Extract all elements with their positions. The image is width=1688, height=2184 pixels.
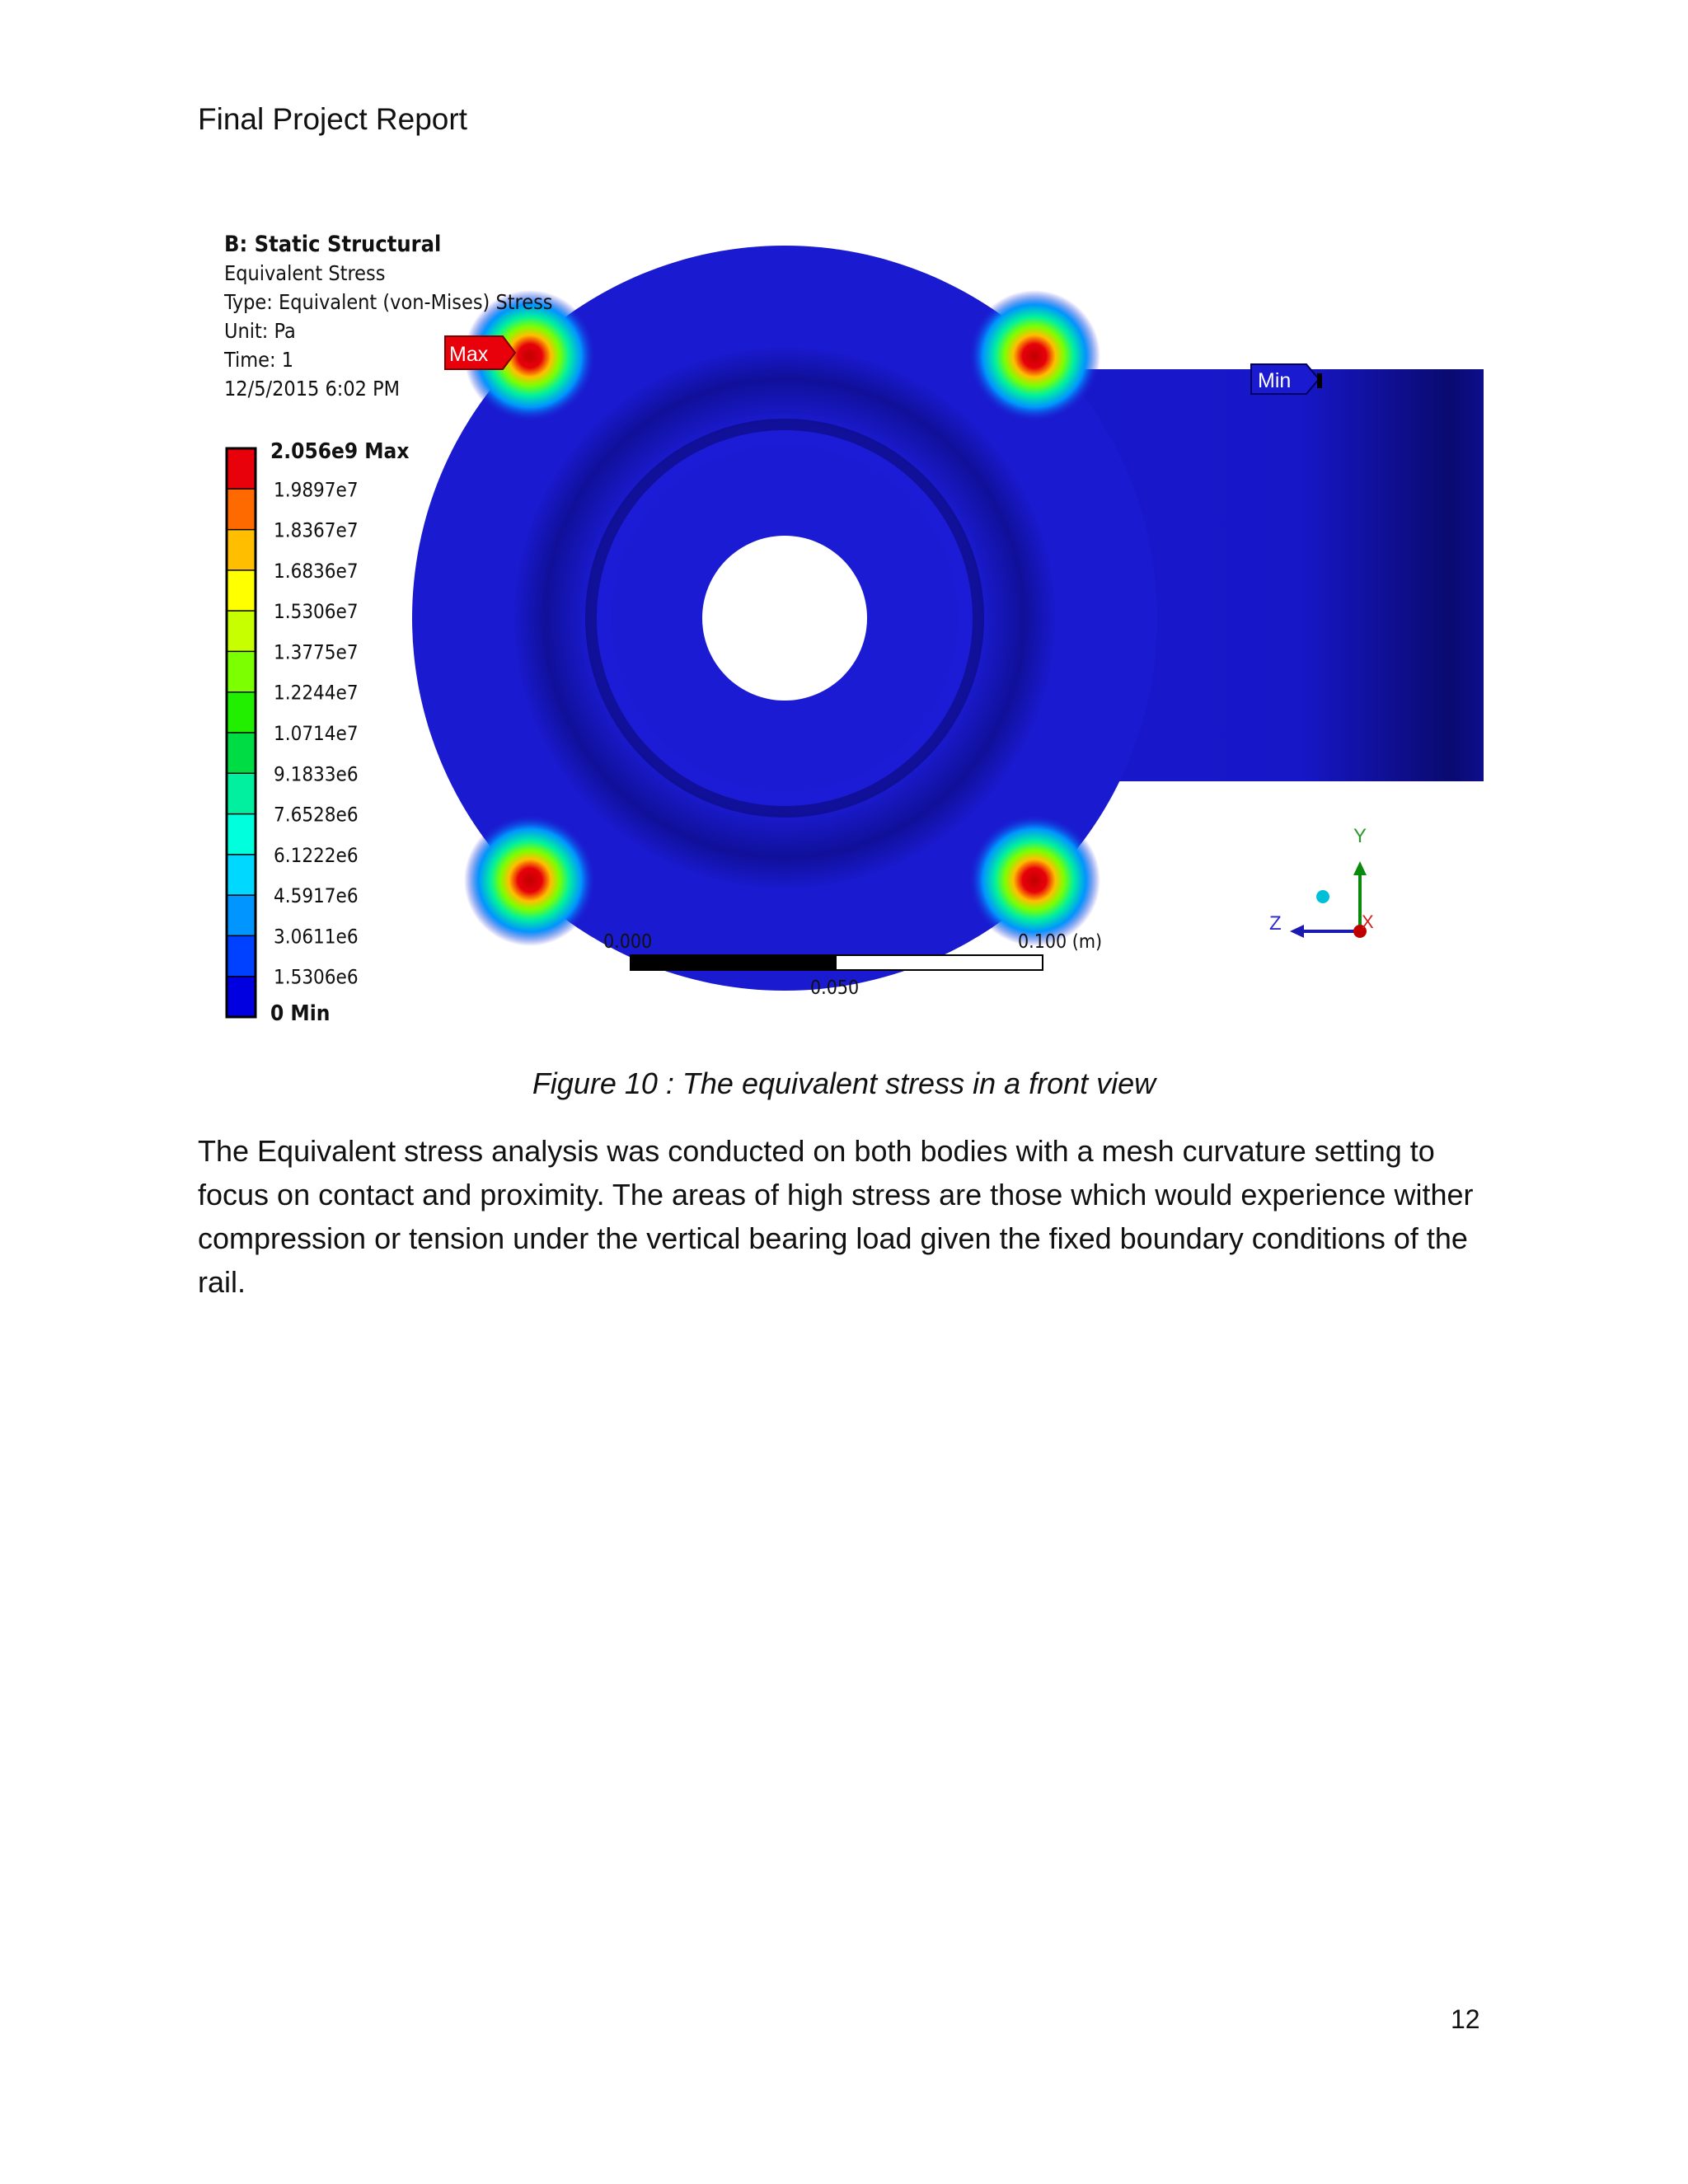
hotspot-bottom-left	[464, 814, 596, 946]
legend-swatch	[227, 733, 256, 774]
triad-y-label: Y	[1353, 825, 1367, 847]
min-tag-label: Min	[1258, 369, 1292, 392]
result-unit: Unit: Pa	[224, 319, 296, 343]
legend-tick-label: 1.6836e7	[274, 559, 359, 583]
result-time: Time: 1	[224, 348, 293, 372]
legend-swatch	[227, 935, 256, 977]
scale-left: 0.000	[603, 931, 653, 953]
legend-tick-label: 1.5306e7	[274, 600, 359, 624]
legend-swatch	[227, 448, 256, 490]
legend-swatch	[227, 895, 256, 936]
triad-z-label: Z	[1269, 912, 1282, 935]
legend-swatch	[227, 611, 256, 652]
legend-swatch	[227, 773, 256, 814]
page-number: 12	[1451, 2004, 1480, 2034]
analysis-title: B: Static Structural	[224, 232, 442, 257]
legend-swatch	[227, 814, 256, 855]
body-paragraph: The Equivalent stress analysis was conducted on both bodies with a mesh curvature setting to focus on contact and proximity. The areas of high stress are those which would experience wither compression or tension under the vertical bearing load given the fixed boundary conditions of the rail.	[198, 1134, 1474, 1299]
result-name: Equivalent Stress	[224, 261, 386, 285]
scale-mid: 0.050	[810, 977, 860, 999]
legend-tick-label: 1.9897e7	[274, 478, 359, 502]
legend-swatch	[227, 570, 256, 612]
max-tag-label: Max	[449, 343, 489, 366]
legend-tick-label: 1.8367e7	[274, 518, 359, 542]
scale-right: 0.100 (m)	[1018, 931, 1103, 953]
legend-swatch	[227, 855, 256, 896]
max-tag	[445, 336, 515, 369]
page-header-title: Final Project Report	[198, 102, 467, 136]
legend-max-label: 2.056e9 Max	[270, 439, 410, 464]
triad-x-label: X	[1362, 912, 1374, 932]
legend-swatch	[227, 651, 256, 692]
legend-tick-label: 6.1222e6	[274, 843, 359, 867]
legend-swatch	[227, 489, 256, 530]
center-hole	[702, 536, 867, 701]
legend-swatch	[227, 530, 256, 571]
legend-tick-label: 7.6528e6	[274, 803, 359, 827]
legend-tick-label: 9.1833e6	[274, 762, 359, 786]
legend-swatch	[227, 977, 256, 1018]
hotspot-top-right	[968, 290, 1100, 422]
stress-figure	[198, 223, 1484, 1047]
axis-triad	[1269, 825, 1374, 938]
legend-tick-label: 1.5306e6	[274, 965, 359, 989]
result-type: Type: Equivalent (von-Mises) Stress	[224, 290, 553, 314]
result-timestamp: 12/5/2015 6:02 PM	[224, 377, 401, 401]
legend-tick-label: 3.0611e6	[274, 925, 359, 949]
figure-caption: Figure 10 : The equivalent stress in a front view	[532, 1066, 1156, 1100]
legend-tick-label: 1.2244e7	[274, 681, 359, 705]
legend-swatch	[227, 692, 256, 733]
legend-tick-label: 1.0714e7	[274, 722, 359, 745]
color-legend	[227, 448, 256, 1018]
legend-min-label: 0 Min	[270, 1001, 331, 1026]
legend-tick-label: 4.5917e6	[274, 884, 359, 908]
legend-tick-label: 1.3775e7	[274, 640, 359, 664]
hotspot-bottom-right	[968, 814, 1100, 946]
